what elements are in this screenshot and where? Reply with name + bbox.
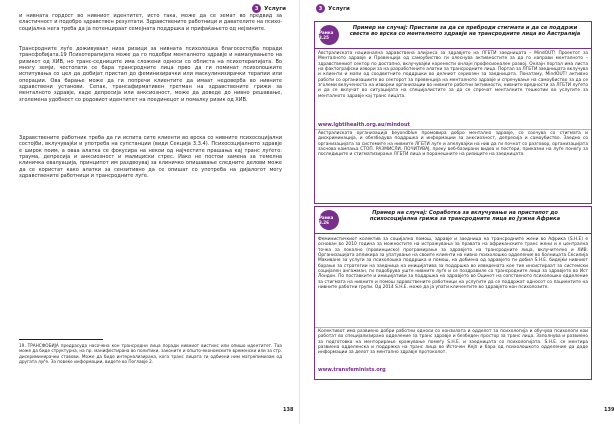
paragraph-3: Здравствените работник треба да ги испита сите клиенти во врска со нивните психосоцијални состојби, вклучувајќи и употреба на супстанции (види Секција 3.3.4). Психосоцијалното здравје е широк поим, а оваа алатка се фокусира на некои од најчестите прашања кај транс луѓето: траума, депресија и анксиозност и малициски стрес. Иако не постои замена за темелна клиничка евалуација, принципот им раздвоувај за клиничко опишавање следните делови може да се користат како алатки за сензитивно да се опишат со употреба на дијалогот мегу здравствените работници и трансродните луѓе.	[19, 135, 282, 180]
paragraph-2: Трансродните луѓе доживуваат низа ризици за нивната психолошка благосостојба поради трансфобијата.19 Психотерапијата може да го подобри менталното здравје и намалувањето на ризикот од ХИВ, но транс-седниците има сложени односи со облиста на психотерапијата. Во многу земји, честопати се бара трансродните лица прво да ги поминат психолошките испитувања со цел да добијат пристап до феминизирачки или маскулинизирачки терапии или операции. Ова барање може да ги попречи клиентите да имаат недовербa во нивните здравствени установи. Сепак, трансафирмативен третман на здравствените грижи за менталното здравје, каде депресија или анксиозност, може да доведе до нивно решавање, зголемена удобност со родовиот идентитет на поединецот и помалку ризик од ХИВ.	[19, 46, 282, 103]
box-title: Пример на случај: Пристапи за да се преброди стигмата и да се поддржи свеста во врска со менталното здравје на трансродните лица во Австралија	[349, 25, 581, 38]
page-number-left: 138	[283, 407, 294, 413]
section-header-right	[316, 4, 350, 13]
section-number-badge: 3	[252, 4, 261, 13]
page-number-right: 139	[604, 407, 614, 413]
box-title-divider	[315, 48, 591, 49]
case-study-box-australia	[314, 21, 592, 204]
left-page	[0, 0, 300, 424]
box-paragraph-1: Феминистичкиот колектив за социјална помош, здравје и заедница на трансродните жени во Африка (S.H.E) е основан во 2010 година за можностите на истражувања за правата на африканските транс жени и е централна точка за локално (провинциско) програмирање за здравјето на трансродните лица, вклучително и ХИВ. Организацијата апликира за упатување на своите клиенти на нивно психолошко одделение во болницата Сесилија Макиване за услуги за психолошка поддршка и помош, на добиена од здравјето ги добил S.H.E. бидејќи нивниот барање за стратегии на заедница на иницијатива за поддршка во изведената кое тие инсистираат за системски социјален ангажман, ги подобрува уште нивните луѓе и се поздравиле со трансродните лица за здравјето во Ист Лондон. По поставките и иницијативи за поддршка на здравјето во Оцинот на сопственото психолошко одделение за стигмата на нивните и помош здравствените работници на услугите да се поддржат односот со пациентите на нивните работни групи. Од 2014 S.H.E. може да ја упати кличентите во здравјето кон психолозите.	[318, 237, 588, 291]
case-study-box-south-africa	[314, 206, 592, 380]
box-inner-divider	[315, 129, 591, 130]
box-paragraph-2: Австралиската организација beyondblue промовира добро ментално здравје, со соочува со стигмата и дискриминација, и обезбедува поддршка и информации за анксиозност, депресија и самоубиство. Заедно со организацијата за системите на нивните ЛГБТИ луѓе и апелувајќи на нив да ги почнат со разговор, организацијата заснова кампања СТОП. РАЗМИСЛИ. ПОЧИТУВАЈ, прeку веб-базирани видеа и постери, приказни на луѓе понеѓу за последиците и стигматизирање ЛГБТИ лица и поранешните на ризиците на заедницата.	[318, 131, 588, 158]
right-page	[300, 0, 614, 424]
box-title: Пример на случај: Соработка за вклучување на пристапот до психосоцијална грижа за трансродните лица во Јужна Африка	[369, 210, 561, 223]
transfeminists-link[interactable]: www.transfeminists.org	[318, 367, 386, 373]
box-badge: Рамка 3.25	[319, 25, 339, 45]
section-title: Услуги	[264, 5, 286, 12]
footnote-rule	[19, 339, 103, 340]
box-inner-divider	[315, 327, 591, 328]
footnote: 19. ТРАНСФОБИЈА предрасуда насочена кон трансродни лица поради нивниот вистинс или опишо идентитет. Таа може да биде структурна, на пр. манифестирана во политики, законите и општо-економските временски или за стр. дискриминирачки ставови. Може да биде интернализирана, кога транс лицата ги одбиени ним матрепимизам од другата луѓе. За повеќе информации, видете во Поглавје 2.	[19, 343, 282, 365]
section-number-badge: 3	[316, 4, 325, 13]
section-header-left	[252, 4, 286, 13]
box-paragraph-1: Австралиската национална здравствена алијанса за здравјето на ЛГБТИ заедницата – MindOUT! Проектот за Менталното здравје и Превенција од самоубиство ги олеснува активностите за да го направи менталното – здравствениот сектор по достапно, вклучувајќи коренести онлајн професионален развој. Онлајн портал има листа на фактографски извори за на разработените алатки за трансродните лица. Портал за ЛГБТИ заедницата вклучува и клиенти и мапи од соодветните поддршки во делниот сериозен за заедницата. Понатаму, MindOUT! активно работи со организациите во секторот за превенција на менталното здравје и спречување на самоубиство за да се зголеми вклученоста на изворни организации во нивните работни активности, нивните вредности за ЛГБТИ луѓето и да се вклучат во ситуацијата на специјалистите за да се спречат менталните тешкотии во услугите за менталното здравје кај транс лицата.	[318, 51, 588, 99]
box-title-divider	[315, 233, 591, 234]
section-title: Услуги	[328, 5, 350, 12]
mindout-link[interactable]: www.lgbtihealth.org.au/mindout	[318, 122, 410, 128]
box-paragraph-2: Колективот има развиено добри работни односи со конзилата и одделот за психологија и обучува психологи кои работат во специјализирано одделение за транс здравје и безбеден простор за транс лица. Заполнува и развиено за подготовка на менторирање кражување помеѓу S.H.E. и заедницата со психологијата. S.H.E. се ментира развиена одделенска и поддржка на транс лица во Источен Кејп и бара од психолошкото одделение да даде информации за делот за ментално здравје протоколот.	[318, 329, 588, 356]
box-badge: Рамка 3.26	[319, 210, 339, 230]
paragraph-1: и нивната гордост во нивниот идентитет, исто така, може да се земат во предвид за еластичност и подобро здравствен резултати. Здравствените работници и давателите на психо-социјална нега треба да ја потенцираат семејната поддршка и прифаќањето од нејзините.	[19, 13, 282, 32]
